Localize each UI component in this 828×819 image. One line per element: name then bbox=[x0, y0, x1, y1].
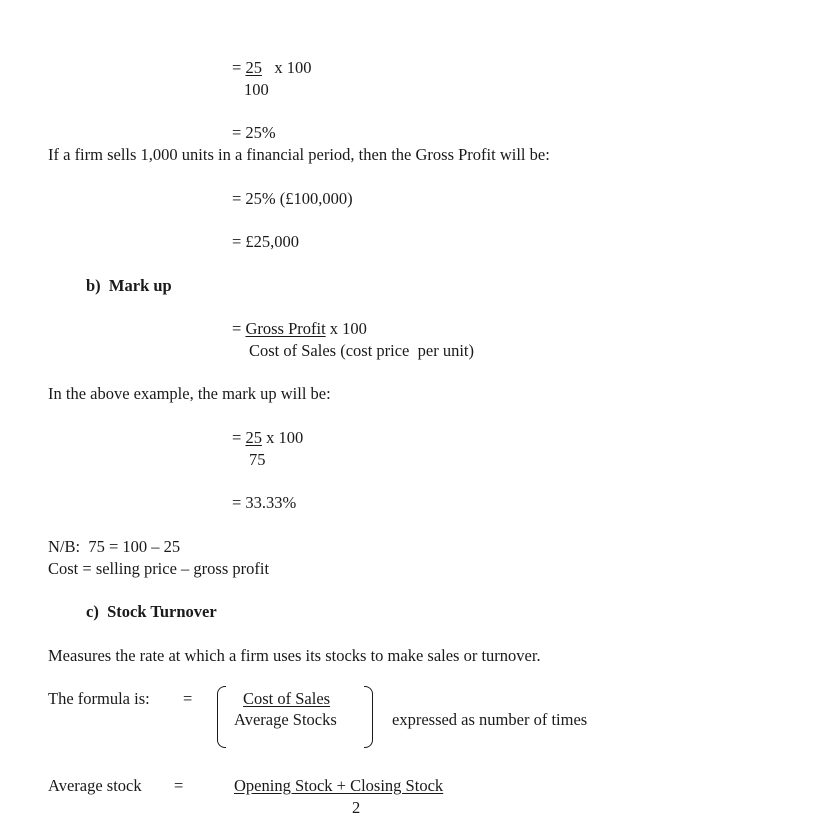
gross-margin-eq: = bbox=[232, 58, 242, 77]
gross-margin-denominator: 100 bbox=[244, 80, 269, 99]
markup-formula-denominator: Cost of Sales (cost price per unit) bbox=[249, 341, 474, 360]
markup-example-intro: In the above example, the mark up will be: bbox=[48, 384, 331, 403]
markup-formula-numerator: Gross Profit bbox=[245, 319, 326, 338]
gross-profit-line2: = £25,000 bbox=[232, 232, 300, 251]
markup-example-line bbox=[232, 428, 303, 448]
stock-formula-suffix: expressed as number of times bbox=[392, 710, 588, 729]
average-stock-eq: = bbox=[174, 776, 184, 795]
gross-profit-line1: = 25% (£100,000) bbox=[232, 189, 353, 208]
note-line2: Cost = selling price – gross profit bbox=[48, 559, 270, 578]
left-bracket bbox=[217, 686, 226, 748]
gross-margin-result: = 25% bbox=[232, 123, 276, 142]
stock-formula-numerator: Cost of Sales bbox=[243, 689, 331, 708]
right-bracket bbox=[364, 686, 373, 748]
gross-margin-line bbox=[232, 58, 311, 78]
gross-profit-intro: If a firm sells 1,000 units in a financial period, then the Gross Profit will be: bbox=[48, 145, 550, 164]
stock-formula-denominator: Average Stocks bbox=[234, 710, 337, 729]
average-stock-label: Average stock bbox=[48, 776, 142, 795]
formula-label: The formula is: bbox=[48, 689, 150, 708]
markup-example-result: = 33.33% bbox=[232, 493, 297, 512]
formula-eq: = bbox=[183, 689, 193, 708]
average-stock-numerator: Opening Stock + Closing Stock bbox=[234, 776, 444, 795]
section-b-heading bbox=[86, 276, 172, 296]
markup-example-eq: = bbox=[232, 428, 242, 447]
section-c-title: Stock Turnover bbox=[107, 602, 217, 621]
markup-formula-times: x 100 bbox=[329, 319, 367, 338]
average-stock-denominator: 2 bbox=[352, 798, 361, 817]
gross-margin-times: x 100 bbox=[274, 58, 312, 77]
markup-example-numerator: 25 bbox=[245, 428, 262, 447]
markup-example-times: x 100 bbox=[266, 428, 304, 447]
note-line1: N/B: 75 = 100 – 25 bbox=[48, 537, 181, 556]
markup-example-denominator: 75 bbox=[249, 450, 266, 469]
stock-turnover-description: Measures the rate at which a firm uses its stocks to make sales or turnover. bbox=[48, 646, 541, 665]
markup-formula-line bbox=[232, 319, 367, 339]
section-b-label: b) bbox=[86, 276, 101, 295]
section-b-title: Mark up bbox=[108, 276, 172, 295]
section-c-label: c) bbox=[86, 602, 99, 621]
section-c-heading bbox=[86, 602, 217, 622]
markup-formula-eq: = bbox=[232, 319, 242, 338]
gross-margin-numerator: 25 bbox=[245, 58, 262, 77]
